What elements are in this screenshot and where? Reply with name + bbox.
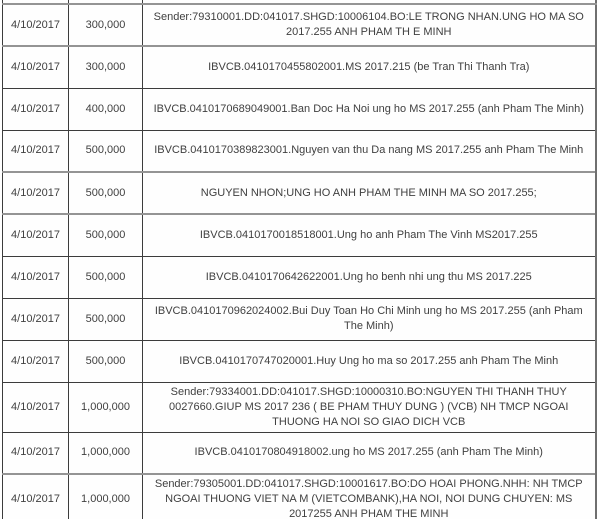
date-cell: 4/10/2017 [3,4,69,46]
description-cell: Sender:79310001.DD:041017.SHGD:10006104.BO:LE TRONG NHAN.UNG HO MA SO 2017.255 ANH PHAM TH E MINH [143,4,596,46]
date-cell: 4/10/2017 [3,172,69,214]
description-cell: IBVCB.0410170689049001.Ban Doc Ha Noi ung ho MS 2017.255 (anh Pham The Minh) [143,88,596,130]
description-cell: IBVCB.0410170642622001.Ung ho benh nhi ung thu MS 2017.225 [143,256,596,298]
date-cell: 4/10/2017 [3,298,69,340]
description-cell: IBVCB.0410170389823001.Nguyen van thu Da nang MS 2017.255 anh Pham The Minh [143,130,596,172]
amount-cell: 400,000 [69,88,143,130]
description-cell: NGUYEN NHON;UNG HO ANH PHAM THE MINH MA SO 2017.255; [143,172,596,214]
table-row [3,382,596,432]
table-row [3,4,596,46]
date-cell: 4/10/2017 [3,340,69,382]
table-row [3,46,596,88]
date-cell: 4/10/2017 [3,46,69,88]
date-cell: 4/10/2017 [3,214,69,256]
amount-cell: 500,000 [69,298,143,340]
amount-cell: 500,000 [69,214,143,256]
transactions-table-body [3,0,596,519]
date-cell: 4/10/2017 [3,432,69,474]
table-row [3,256,596,298]
transactions-table [2,0,597,519]
date-cell: 4/10/2017 [3,256,69,298]
date-cell: 4/10/2017 [3,382,69,432]
table-row [3,214,596,256]
table-row [3,88,596,130]
description-cell: IBVCB.0410170747020001.Huy Ung ho ma so 2017.255 anh Pham The Minh [143,340,596,382]
table-row [3,130,596,172]
table-row [3,172,596,214]
description-cell: Sender:79305001.DD:041017.SHGD:10001617.BO:DO HOAI PHONG.NHH: NH TMCP NGOAI THUONG VIET NA M (VIETCOMBANK),HA NOI, NOI DUNG CHUYEN: MS 2017255 ANH PHAM THE MINH [143,474,596,519]
description-cell: IBVCB.0410170962024002.Bui Duy Toan Ho Chi Minh ung ho MS 2017.255 (anh Pham The Minh) [143,298,596,340]
amount-cell: 300,000 [69,4,143,46]
table-row [3,340,596,382]
table-row [3,298,596,340]
table-row [3,432,596,474]
amount-cell: 300,000 [69,46,143,88]
table-row [3,474,596,519]
amount-cell: 1,000,000 [69,382,143,432]
amount-cell: 500,000 [69,256,143,298]
amount-cell: 500,000 [69,130,143,172]
description-cell: IBVCB.0410170804918002.ung ho MS 2017.255 (anh Pham The Minh) [143,432,596,474]
amount-cell: 1,000,000 [69,474,143,519]
date-cell: 4/10/2017 [3,474,69,519]
date-cell: 4/10/2017 [3,130,69,172]
amount-cell: 500,000 [69,340,143,382]
description-cell: Sender:79334001.DD:041017.SHGD:10000310.BO:NGUYEN THI THANH THUY 0027660.GIUP MS 2017 236 ( BE PHAM THUY DUNG ) (VCB) NH TMCP NGOAI THUONG HA NOI SO GIAO DICH VCB [143,382,596,432]
amount-cell: 1,000,000 [69,432,143,474]
description-cell: IBVCB.0410170455802001.MS 2017.215 (be Tran Thi Thanh Tra) [143,46,596,88]
description-cell: IBVCB.0410170018518001.Ung ho anh Pham The Vinh MS2017.255 [143,214,596,256]
date-cell: 4/10/2017 [3,88,69,130]
amount-cell: 500,000 [69,172,143,214]
